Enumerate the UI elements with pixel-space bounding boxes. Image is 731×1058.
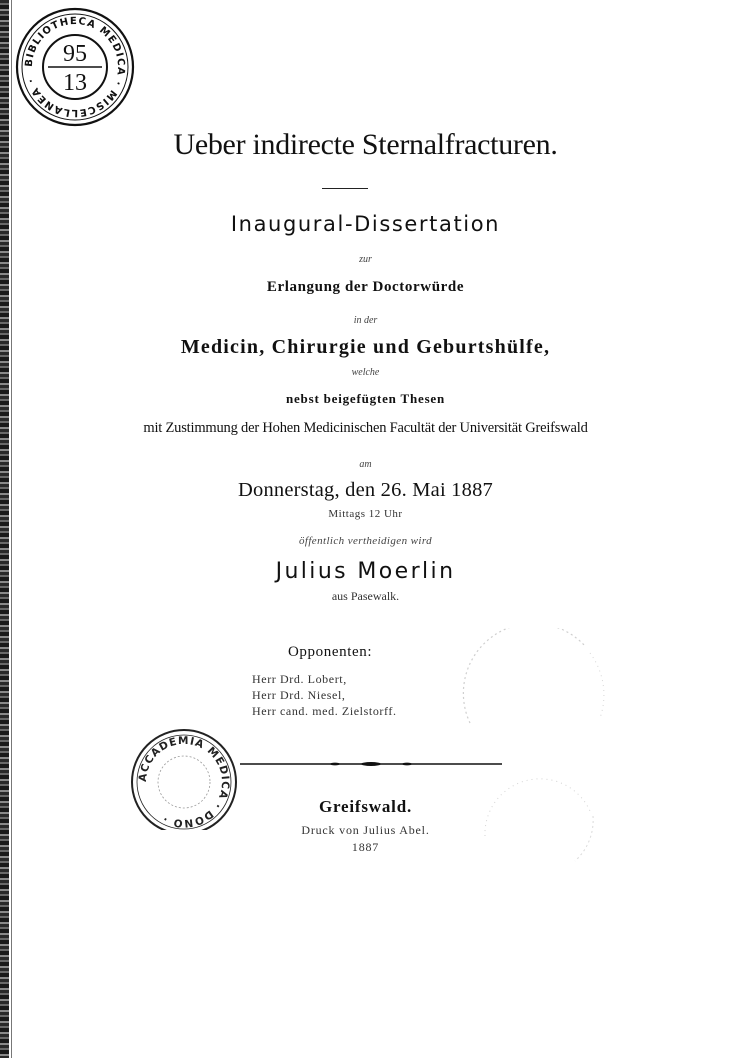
printer-name: Druck von Julius Abel. [301, 823, 430, 837]
library-stamp-top [8, 4, 143, 139]
opponent-item: Herr cand. med. Zielstorff. [252, 704, 397, 718]
dissertation-title: Ueber indirecte Sternalfracturen. [173, 128, 558, 161]
defense-date: Donnerstag, den 26. Mai 1887 [238, 479, 493, 501]
dissertation-type: Inaugural-Dissertation [230, 212, 501, 236]
text-oeffentlich: öffentlich vertheidigen wird [299, 535, 432, 547]
stamp-top-number-bottom: 13 [63, 70, 87, 96]
text-zustimmung: mit Zustimmung der Hohen Medicinischen Facultät der Universität Greifswald [143, 420, 588, 436]
text-faculty-subjects: Medicin, Chirurgie und Geburtshülfe, [180, 336, 551, 358]
text-in-der: in der [353, 315, 378, 326]
text-welche: welche [351, 367, 380, 378]
title-divider [322, 188, 368, 189]
stamp-top-number-top: 95 [63, 41, 87, 67]
opponent-item: Herr Drd. Niesel, [252, 688, 346, 702]
stamp-bottom-ring-text: ACCADEMIA MEDICA · DONO · [136, 734, 232, 830]
author-name: Julius Moerlin [275, 559, 456, 584]
opponent-item: Herr Drd. Lobert, [252, 672, 347, 686]
ornamental-divider [240, 762, 502, 766]
text-erlangung: Erlangung der Doctorwürde [266, 279, 465, 295]
faint-stamp-bleed-through [450, 628, 610, 738]
publication-city: Greifswald. [318, 797, 412, 816]
text-zur: zur [359, 254, 372, 265]
opponents-label: Opponenten: [288, 644, 373, 660]
defense-time: Mittags 12 Uhr [328, 508, 403, 520]
text-nebst: nebst beigefügten Thesen [285, 391, 446, 406]
stamp-top-ring-text: BIBLIOTHECA MEDICA · MISCELLANEA · [23, 15, 127, 119]
author-origin: aus Pasewalk. [331, 589, 400, 603]
faint-stamp-bleed-through-lower [475, 776, 605, 866]
publication-year: 1887 [351, 840, 380, 854]
text-am: am [359, 459, 372, 470]
